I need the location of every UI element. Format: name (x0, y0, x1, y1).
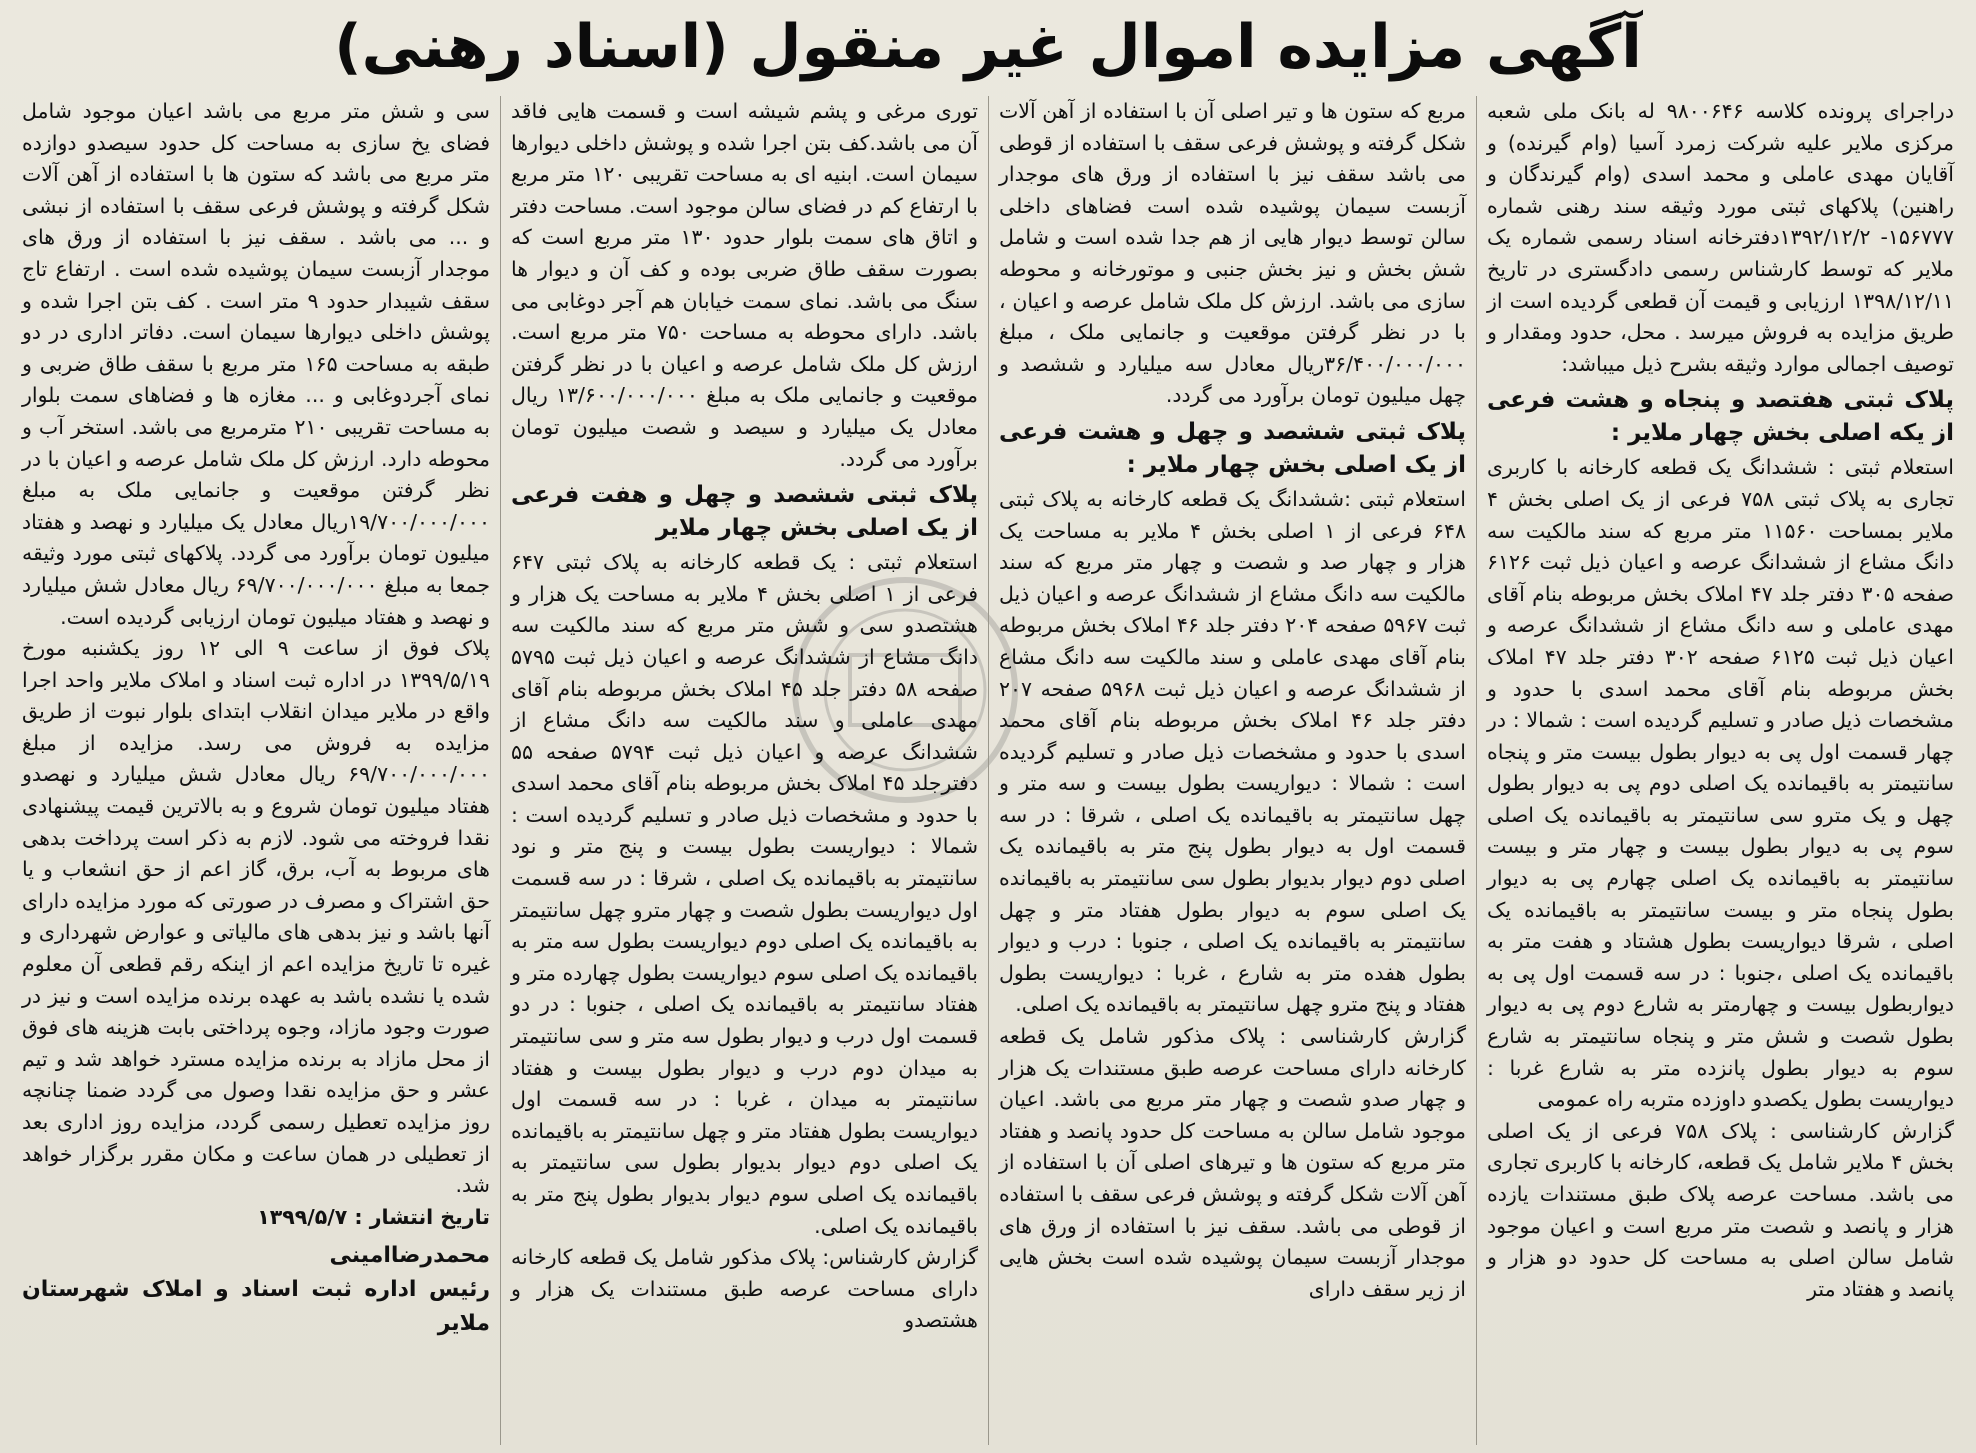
plate-648-valuation: توری مرغی و پشم شیشه است و قسمت هایی فاقد آن می باشد.کف بتن اجرا شده و پوشش داخلی دیوارها سیمان است. ابنیه ای به مساحت تقریبی ۱۲۰ متر مربع با ارتفاع کم در فضای سالن موجود است. مساحت دفتر و اتاق های سمت بلوار حدود ۱۳۰ متر مربع است که بصورت سقف طاق ضربی بوده و کف آن و دیوار ها سنگ می باشد. نمای سمت خیابان هم آجر دوغابی می باشد. دارای محوطه به مساحت ۷۵۰ متر مربع است. ارزش کل ملک شامل عرصه و اعیان با در نظر گرفتن موقعیت و جانمایی ملک به مبلغ ۱۳/۶۰۰/۰۰۰/۰۰۰ ریال معادل یک میلیارد و سیصد و شصت میلیون تومان برآورد می گردد. (511, 99, 979, 471)
notice-columns (12, 96, 1964, 1445)
publication-date: ۱۳۹۹/۵/۷ (257, 1204, 348, 1229)
plate-647-expert-report: گزارش کارشناس: پلاک مذکور شامل یک قطعه کارخانه دارای مساحت عرصه طبق مستندات یک هزار و هشتصدو (511, 1245, 978, 1333)
plate-758-registry-inquiry: استعلام ثبتی : ششدانگ یک قطعه کارخانه با کاربری تجاری به پلاک ثبتی ۷۵۸ فرعی از یک اصلی بخش ۴ ملایر بمساحت ۱۱۵۶۰ متر مربع که سند مالکیت سه دانگ مشاع از ششدانگ عرصه و اعیان ذیل ثبت ۶۱۲۶ صفحه ۳۰۵ دفتر جلد ۴۷ املاک بخش مربوطه بنام آقای مهدی عاملی و سه دانگ مشاع از ششدانگ عرصه و اعیان ذیل ثبت ۶۱۲۵ صفحه ۳۰۲ دفتر جلد ۴۷ املاک بخش مربوطه بنام آقای محمد اسدی با حدود و مشخصات ذیل صادر و تسلیم گردیده است : شمالا : در چهار قسمت اول پی به دیوار بطول بیست متر و پنجاه سانتیمتر به باقیمانده یک اصلی دوم پی به دیوار بطول چهل و یک مترو سی سانتیمتر به باقیمانده یک اصلی سوم پی به دیوار بطول بیست و چهار متر و بیست سانتیمتر به باقیمانده یک اصلی چهارم پی به دیوار بطول پنجاه متر و بیست سانتیمتر به باقیمانده یک اصلی ، شرقا دیواریست بطول هشتاد و هفت متر به باقیمانده یک اصلی ،جنوبا : در سه قسمت اول پی به دیواربطول بیست و چهارمتر به شارع دوم پی به دیوار بطول شصت و شش متر و پنجاه سانتیمتر به شارع سوم به دیوار بطول پانزده متر به شارع غربا : دیواریست بطول یکصدو داوزده متربه راه عمومی (1487, 455, 1955, 1112)
column-1 (1476, 96, 1964, 1445)
column-2 (988, 96, 1476, 1445)
publication-date-line (22, 1202, 490, 1234)
signer-title: رئیس اداره ثبت اسناد و املاک شهرستان ملایر (22, 1277, 490, 1337)
plate-648-expert-report: گزارش کارشناسی : پلاک مذکور شامل یک قطعه کارخانه دارای مساحت عرصه طبق مستندات یک هزار و چهار صدو شصت و چهار متر مربع می باشد. اعیان موجود شامل سالن به مساحت کل حدود پانصد و هفتاد متر مربع که ستون ها و تیرهای اصلی آن با استفاده از آهن آلات شکل گرفته و پوشش فرعی سقف با استفاده از قوطی می باشد. سقف نیز با استفاده از ورق های موجدار آزبست سیمان پوشیده شده است بخش هایی از زیر سقف دارای (999, 1024, 1466, 1301)
column-3 (500, 96, 988, 1445)
plate-647-heading: پلاک ثبتی ششصد و چهل و هفت فرعی از یک اصلی بخش چهار ملایر (511, 482, 978, 542)
plate-648-heading: پلاک ثبتی ششصد و چهل و هشت فرعی از یک اصلی بخش چهار ملایر : (999, 418, 1466, 478)
plate-758-expert-report: گزارش کارشناسی : پلاک ۷۵۸ فرعی از یک اصلی بخش ۴ ملایر شامل یک قطعه، کارخانه با کاربری تجاری می باشد. مساحت عرصه پلاک طبق مستندات یازده هزار و پانصد و شصت متر مربع است و اعیان موجود شامل سالن اصلی به مساحت کل حدود دو هزار و پانصد و هفتاد متر (1487, 1118, 1954, 1301)
column-4 (12, 96, 500, 1445)
auction-terms: پلاک فوق از ساعت ۹ الی ۱۲ روز یکشنبه مورخ ۱۳۹۹/۵/۱۹ در اداره ثبت اسناد و املاک ملایر واحد اجرا واقع در ملایر میدان انقلاب ابتدای بلوار نبوت از طریق مزایده به فروش می رسد. مزایده از مبلغ ۶۹/۷۰۰/۰۰۰/۰۰۰ ریال معادل شش میلیارد و نهصدو هفتاد میلیون تومان شروع و به بالاترین قیمت پیشنهادی نقدا فروخته می شود. لازم به ذکر است پرداخت بدهی های مربوط به آب، برق، گاز اعم از حق انشعاب و یا حق اشتراک و مصرف در صورتی که مورد مزایده دارای آنها باشد و نیز بدهی های مالیاتی و عوارض شهرداری و غیره تا تاریخ مزایده اعم از اینکه رقم قطعی آن معلوم شده یا نشده باشد به عهده برنده مزایده است و نیز در صورت وجود مازاد، وجوه پرداختی بابت هزینه های فوق از محل مازاد به برنده مزایده مسترد خواهد شد و تیم عشر و حق مزایده نقدا وصول می گردد ضمنا چنانچه روز مزایده تعطیل رسمی گردد، مزایده روز اداری بعد از تعطیلی در همان ساعت و مکان مقرر برگزار خواهد شد. (22, 636, 490, 1198)
plate-647-valuation: سی و شش متر مربع می باشد اعیان موجود شامل فضای یخ سازی به مساحت کل حدود سیصدو دوازده متر مربع می باشد که ستون ها با استفاده از آهن آلات شکل گرفته و پوشش فرعی سقف با استفاده از نبشی و ... می باشد . سقف نیز با استفاده از ورق های موجدار آزبست سیمان پوشیده شده است . ارتفاع تاج سقف شیبدار حدود ۹ متر است . کف بتن اجرا شده و پوشش داخلی دیوارها سیمان است. دفاتر اداری در دو طبقه به مساحت ۱۶۵ متر مربع با سقف طاق ضربی و نمای آجردوغابی و ... مغازه ها و فضاهای سمت بلوار به مساحت تقریبی ۲۱۰ مترمربع می باشد. استخر آب و محوطه دارد. ارزش کل ملک شامل عرصه و اعیان با در نظر گرفتن موقعیت و جانمایی ملک به مبلغ ۱۹/۷۰۰/۰۰۰/۰۰۰ریال معادل یک میلیارد و نهصد و هفتاد میلیون تومان برآورد می گردد. پلاکهای ثبتی مورد وثیقه جمعا به مبلغ ۶۹/۷۰۰/۰۰۰/۰۰۰ ریال معادل شش میلیارد و نهصد و هفتاد میلیون تومان ارزیابی گردیده است. (22, 99, 491, 629)
plate-647-registry-inquiry: استعلام ثبتی : یک قطعه کارخانه به پلاک ثبتی ۶۴۷ فرعی از ۱ اصلی بخش ۴ ملایر به مساحت یک هزار و هشتصدو سی و شش متر مربع که سند مالکیت سه دانگ مشاع از ششدانگ عرصه و اعیان ذیل ثبت ۵۷۹۵ صفحه ۵۸ دفتر جلد ۴۵ املاک بخش مربوطه بنام آقای مهدی عاملی و سند مالکیت سه دانگ مشاع از ششدانگ عرصه و اعیان ذیل ثبت ۵۷۹۴ صفحه ۵۵ دفترجلد ۴۵ املاک بخش مربوطه بنام آقای محمد اسدی با حدود و مشخصات ذیل صادر و تسلیم گردیده است : شمالا : دیواریست بطول بیست و پنج متر و نود سانتیمتر به باقیمانده یک اصلی ، شرقا : در سه قسمت اول دیواریست بطول شصت و چهار مترو چهل سانتیمتر به باقیمانده یک اصلی دوم دیواریست بطول سه متر به باقیمانده یک اصلی سوم دیواریست بطول چهارده متر و هفتاد سانتیمتر به باقیمانده یک اصلی ، جنوبا : در دو قسمت اول درب و دیوار بطول سه متر و سی سانتیمتر به میدان دوم درب و دیوار بطول بیست و هفتاد سانتیمتر به میدان ، غربا : در سه قسمت اول دیواریست بطول هفتاد متر و چهل سانتیمتر به باقیمانده یک اصلی دوم دیوار بدیوار بطول سی سانتیمتر به باقیمانده یک اصلی سوم دیوار بدیوار بطول پنج متر به باقیمانده یک اصلی. (511, 550, 978, 1238)
plate-758-valuation: مربع که ستون ها و تیر اصلی آن با استفاده از آهن آلات شکل گرفته و پوشش فرعی سقف با استفاده از قوطی می باشد سقف نیز با استفاده از ورق های موجدار آزبست سیمان پوشیده شده است فضاهای داخلی سالن توسط دیوار هایی از هم جدا شده است و شامل شش بخش و نیز بخش جنبی و موتورخانه و محوطه سازی می باشد. ارزش کل ملک شامل عرصه و اعیان ، با در نظر گرفتن موقعیت و جانمایی ملک ، مبلغ ۳۶/۴۰۰/۰۰۰/۰۰۰ریال معادل سه میلیارد و ششصد و چهل میلیون تومان برآورد می گردد. (999, 99, 1466, 408)
notice-title: آگهی مزایده اموال غیر منقول (اسناد رهنی) (334, 12, 1642, 82)
signature-block (22, 1239, 490, 1341)
plate-758-heading: پلاک ثبتی هفتصد و پنجاه و هشت فرعی از یکه اصلی بخش چهار ملایر : (1487, 387, 1954, 447)
publication-date-label: تاریخ انتشار : (354, 1204, 490, 1229)
signer-name: محمدرضاامینی (329, 1243, 490, 1269)
intro-paragraph: دراجرای پرونده کلاسه ۹۸۰۰۶۴۶ له بانک ملی شعبه مرکزی ملایر علیه شرکت زمرد آسیا (وام گیرنده) و آقایان مهدی عاملی و محمد اسدی (وام گیرندگان و راهنین) پلاکهای ثبتی مورد وثیقه سند رهنی شماره ۱۵۶۷۷۷- ۱۳۹۲/۱۲/۲دفترخانه اسناد رسمی شماره یک ملایر که توسط کارشناس رسمی دادگستری در تاریخ ۱۳۹۸/۱۲/۱۱ ارزیابی و قیمت آن قطعی گردیده است از طریق مزایده به فروش میرسد . محل، حدود ومقدار و توصیف اجمالی موارد وثیقه بشرح ذیل میباشد: (1487, 99, 1955, 376)
plate-648-registry-inquiry: استعلام ثبتی :ششدانگ یک قطعه کارخانه به پلاک ثبتی ۶۴۸ فرعی از ۱ اصلی بخش ۴ ملایر به مساحت یک هزار و چهار صد و شصت و چهار متر مربع که سند مالکیت سه دانگ مشاع از ششدانگ عرصه و اعیان ذیل ثبت ۵۹۶۷ صفحه ۲۰۴ دفتر جلد ۴۶ املاک بخش مربوطه بنام آقای مهدی عاملی و سند مالکیت سه دانگ مشاع از ششدانگ عرصه و اعیان ذیل ثبت ۵۹۶۸ صفحه ۲۰۷ دفتر جلد ۴۶ املاک بخش مربوطه بنام آقای محمد اسدی با حدود و مشخصات ذیل صادر و تسلیم گردیده است : شمالا : دیواریست بطول بیست و سه متر و چهل سانتیمتر به باقیمانده یک اصلی ، شرقا : در سه قسمت اول به دیوار بطول پنج متر به باقیمانده یک اصلی دوم دیوار بدیوار بطول سی سانتیمتر به باقیمانده یک اصلی سوم به دیوار بطول هفتاد متر و چهل سانتیمتر به باقیمانده یک اصلی ، جنوبا : درب و دیوار بطول هفده متر به شارع ، غربا : دیواریست بطول هفتاد و پنج مترو چهل سانتیمتر به باقیمانده یک اصلی. (999, 486, 1466, 1017)
